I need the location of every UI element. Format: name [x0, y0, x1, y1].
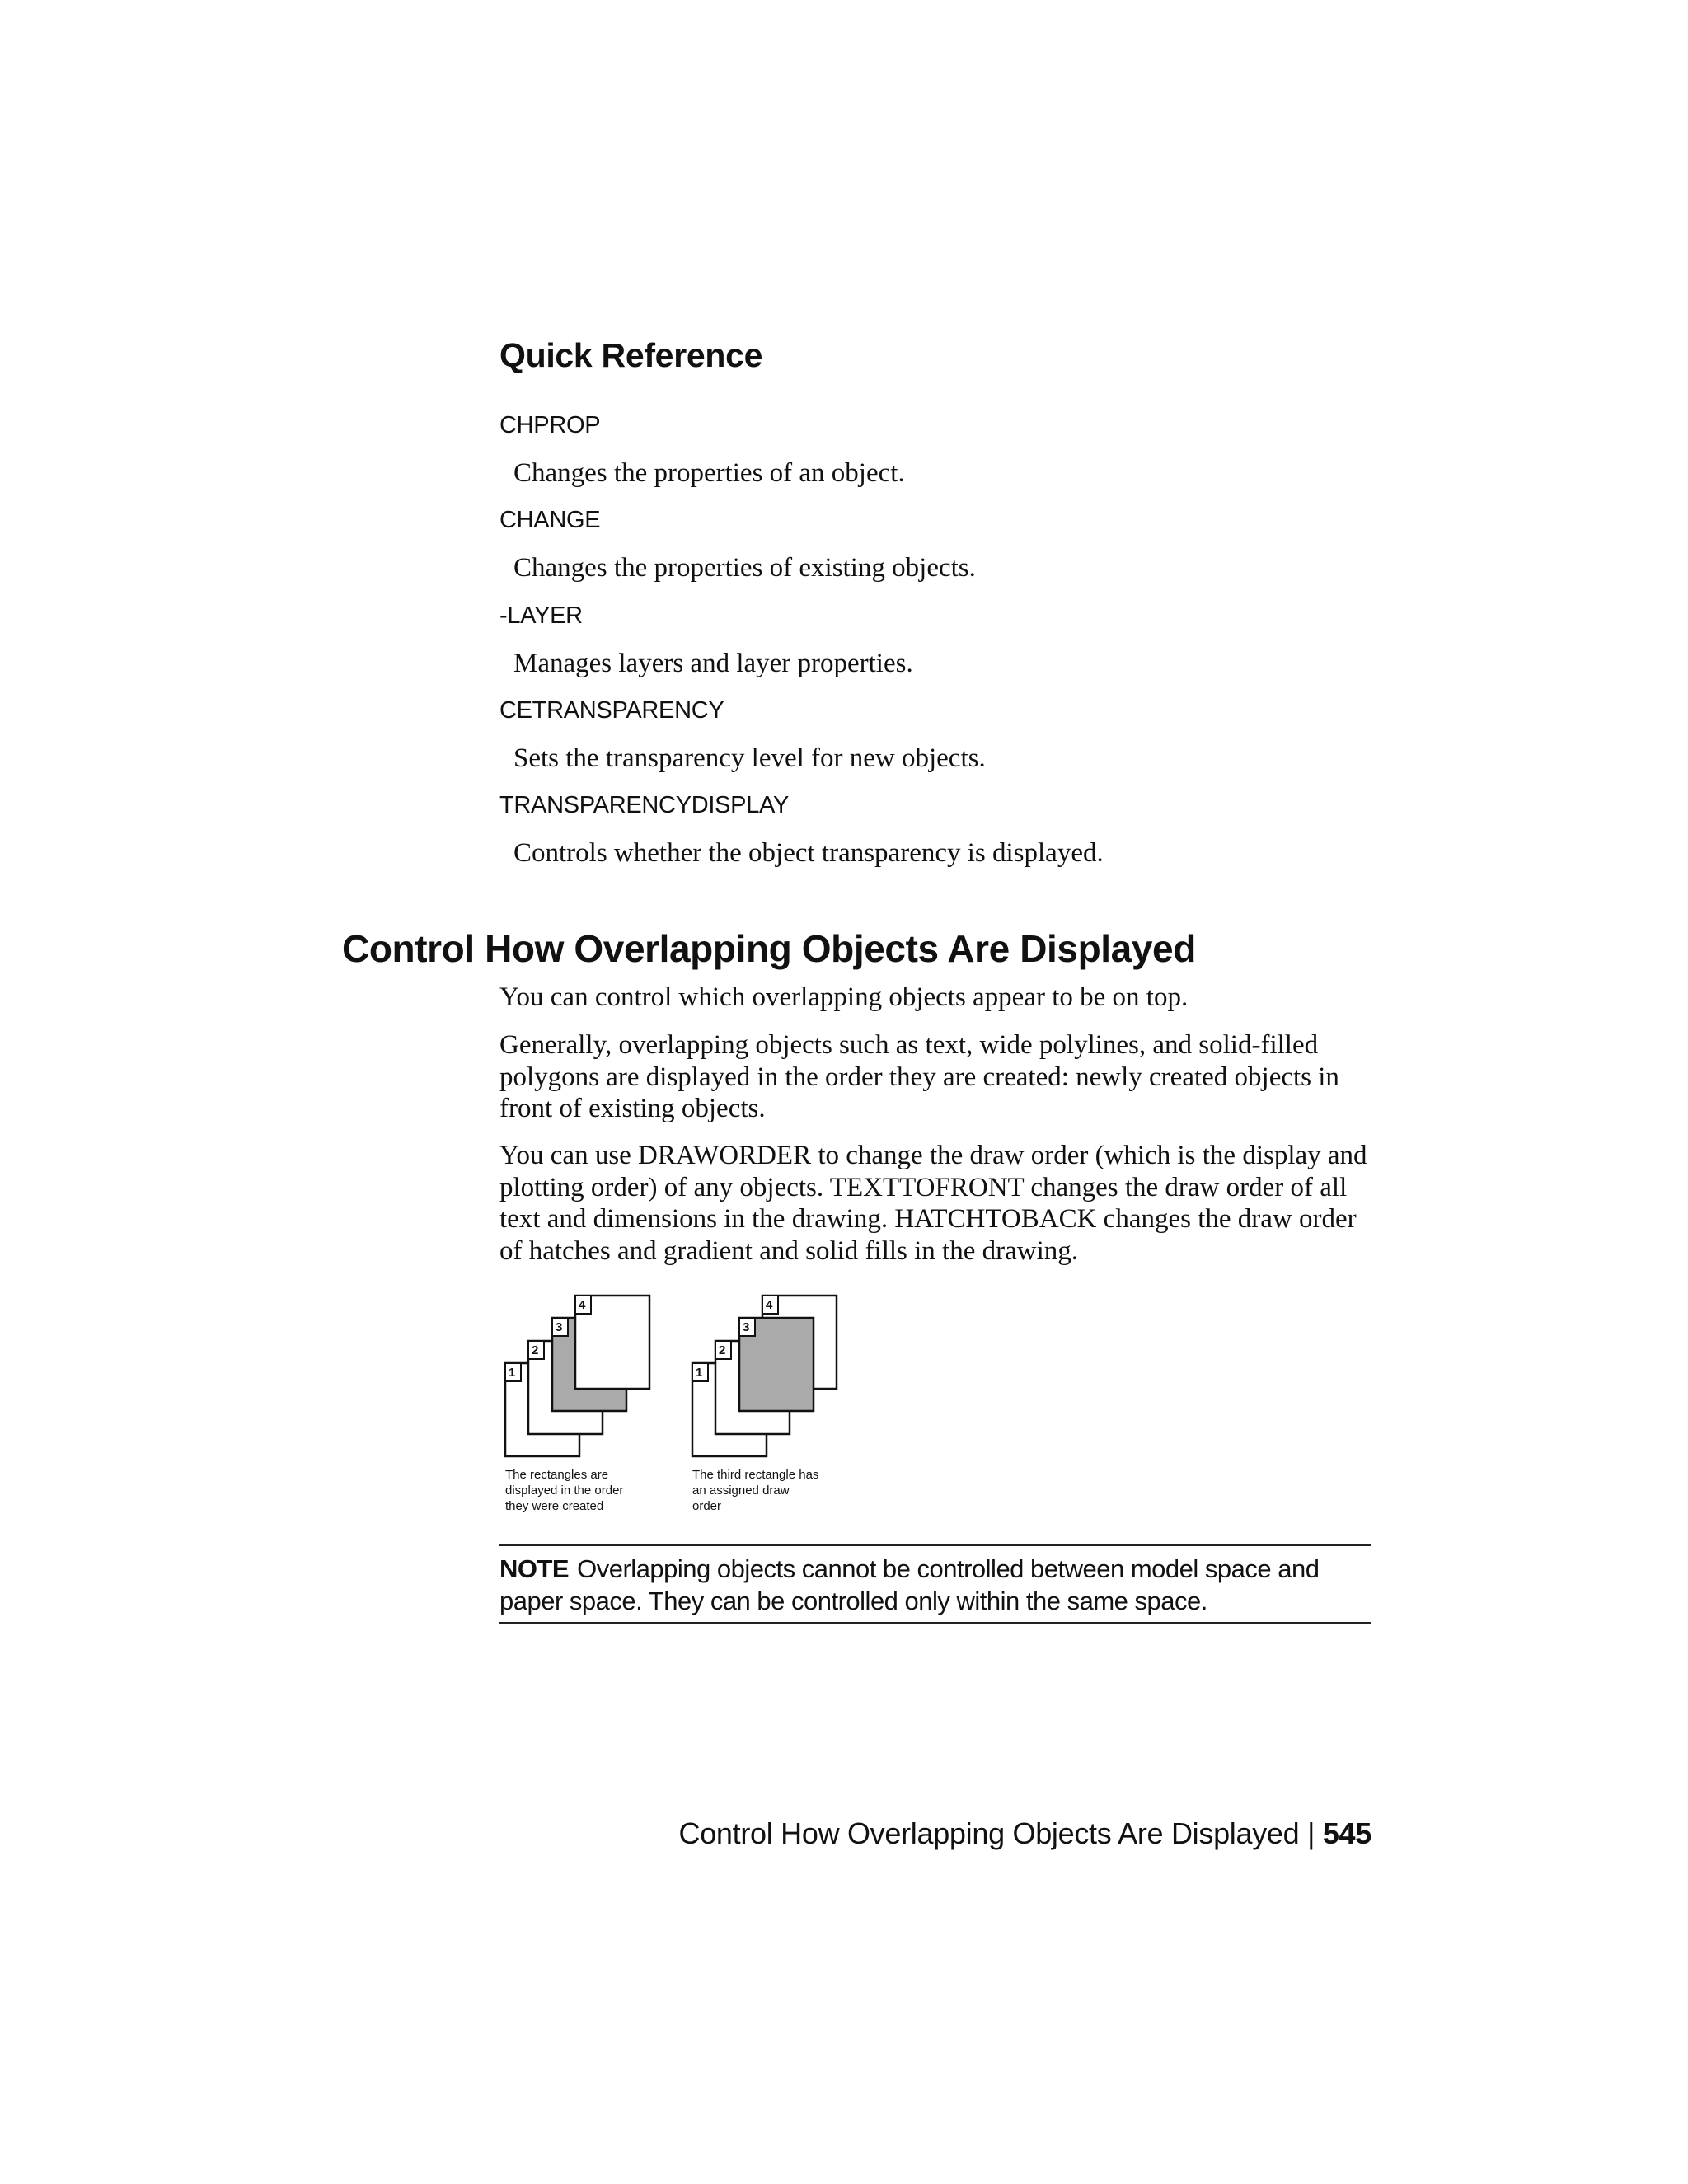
figure-caption-line: The third rectangle has: [692, 1468, 819, 1482]
rect-number: 3: [556, 1320, 563, 1334]
rect-number: 1: [696, 1366, 703, 1380]
command-name: CHPROP: [499, 412, 601, 438]
figure-caption-line: they were created: [505, 1499, 604, 1513]
rect-number: 2: [532, 1343, 539, 1357]
command-name: TRANSPARENCYDISPLAY: [499, 792, 789, 818]
figure-right: [692, 1296, 837, 1513]
footer-separator: |: [1307, 1816, 1315, 1850]
note-text: Overlapping objects cannot be controlled between model space and paper space. They can be controlled only within the same space.: [499, 1554, 1320, 1615]
section-title: Control How Overlapping Objects Are Displayed: [342, 927, 1196, 970]
command-name: CHANGE: [499, 507, 601, 533]
draw-order-figure: [495, 1286, 865, 1525]
command-name: CETRANSPARENCY: [499, 697, 724, 724]
command-description: Manages layers and layer properties.: [513, 649, 913, 678]
rect-number: 1: [509, 1366, 516, 1380]
note-block: [499, 1553, 1381, 1617]
command-description: Sets the transparency level for new objects.: [513, 743, 986, 773]
rect-number: 4: [579, 1298, 586, 1312]
rect-number: 4: [766, 1298, 773, 1312]
command-description: Controls whether the object transparency is displayed.: [513, 838, 1104, 868]
figure-caption-line: order: [692, 1499, 722, 1513]
footer-title: Control How Overlapping Objects Are Displayed: [678, 1816, 1300, 1850]
rect-number: 3: [743, 1320, 750, 1334]
figure-caption-line: an assigned draw: [692, 1483, 790, 1497]
command-description: Changes the properties of an object.: [513, 458, 905, 488]
command-description: Changes the properties of existing objects.: [513, 553, 976, 583]
quick-reference-title: Quick Reference: [499, 336, 763, 374]
rect-number: 2: [719, 1343, 726, 1357]
page-number: 545: [1322, 1816, 1372, 1850]
body-paragraph: You can control which overlapping objects appear to be on top.: [499, 982, 1189, 1012]
note-label: NOTE: [499, 1554, 570, 1583]
note-top-rule: [499, 1544, 1372, 1546]
page-footer: [679, 1816, 1372, 1851]
body-paragraph: Generally, overlapping objects such as text, wide polylines, and solid-filled polygons are displayed in the order they are created: newly created objects in front of existing objects.: [499, 1030, 1339, 1123]
note-bottom-rule: [499, 1622, 1372, 1624]
command-name: -LAYER: [499, 602, 583, 629]
figure-left: [505, 1296, 649, 1513]
figure-caption-line: The rectangles are: [505, 1468, 609, 1482]
figure-caption-line: displayed in the order: [505, 1483, 624, 1497]
body-paragraph: You can use DRAWORDER to change the draw order (which is the display and plotting order) of any objects. TEXTTOFRONT changes the draw order of all text and dimensions in the drawing. HATCHTOBACK changes the draw order of hatches and gradient and solid fills in the drawing.: [499, 1141, 1367, 1266]
